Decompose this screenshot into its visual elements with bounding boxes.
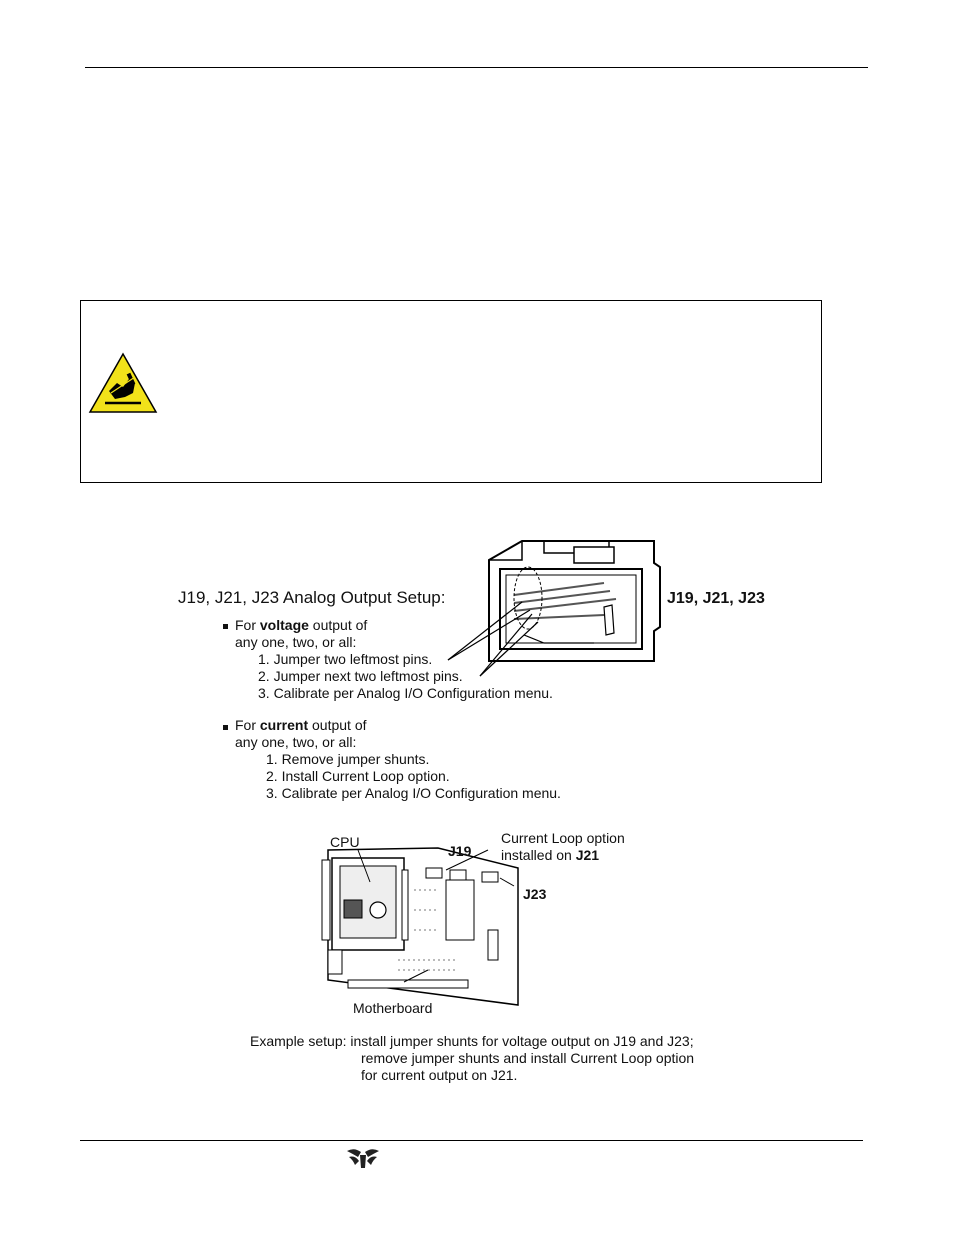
- footer-rule: [80, 1140, 863, 1141]
- cpu-label: CPU: [330, 834, 360, 850]
- setup-title: J19, J21, J23 Analog Output Setup:: [178, 588, 446, 607]
- connector-label: J19, J21, J23: [667, 590, 765, 607]
- example-line-2: remove jumper shunts and install Current Loop option: [361, 1050, 695, 1066]
- current-step-3: 3. Calibrate per Analog I/O Configuration menu.: [266, 785, 561, 801]
- voltage-scope: any one, two, or all:: [235, 634, 357, 650]
- current-loop-j21: J21: [575, 847, 600, 863]
- current-loop-line2-prefix: installed on: [501, 847, 576, 863]
- voltage-step-3: 3. Calibrate per Analog I/O Configuration menu.: [258, 685, 553, 701]
- voltage-bullet: [223, 624, 228, 629]
- j23-label: J23: [523, 886, 547, 902]
- voltage-heading: [235, 617, 367, 634]
- current-bullet: [223, 725, 228, 730]
- current-for-prefix: For: [235, 717, 260, 733]
- voltage-keyword: voltage: [259, 617, 309, 633]
- esd-warning-icon: [89, 353, 157, 413]
- pin-leader-lines: [440, 580, 540, 680]
- motherboard-label: Motherboard: [353, 1000, 433, 1016]
- current-heading: [235, 717, 367, 734]
- voltage-step-1: 1. Jumper two leftmost pins.: [258, 651, 433, 667]
- current-step-1: 1. Remove jumper shunts.: [266, 751, 430, 767]
- current-scope: any one, two, or all:: [235, 734, 357, 750]
- example-line-3: for current output on J21.: [361, 1067, 518, 1083]
- teledyne-logo-icon: [345, 1147, 381, 1169]
- esd-warning-box: [80, 300, 822, 483]
- voltage-for-suffix: output of: [308, 617, 368, 633]
- current-keyword: current: [259, 717, 309, 733]
- header-rule: [85, 67, 868, 68]
- example-line-1: Example setup: install jumper shunts for voltage output on J19 and J23;: [250, 1033, 694, 1049]
- current-loop-label-line1: Current Loop option: [501, 830, 625, 846]
- current-for-suffix: output of: [308, 717, 367, 733]
- voltage-step-2: 2. Jumper next two leftmost pins.: [258, 668, 463, 684]
- j19-label: J19: [448, 843, 472, 859]
- current-step-2: 2. Install Current Loop option.: [266, 768, 450, 784]
- voltage-for-prefix: For: [235, 617, 260, 633]
- current-loop-label-line2: [501, 847, 599, 864]
